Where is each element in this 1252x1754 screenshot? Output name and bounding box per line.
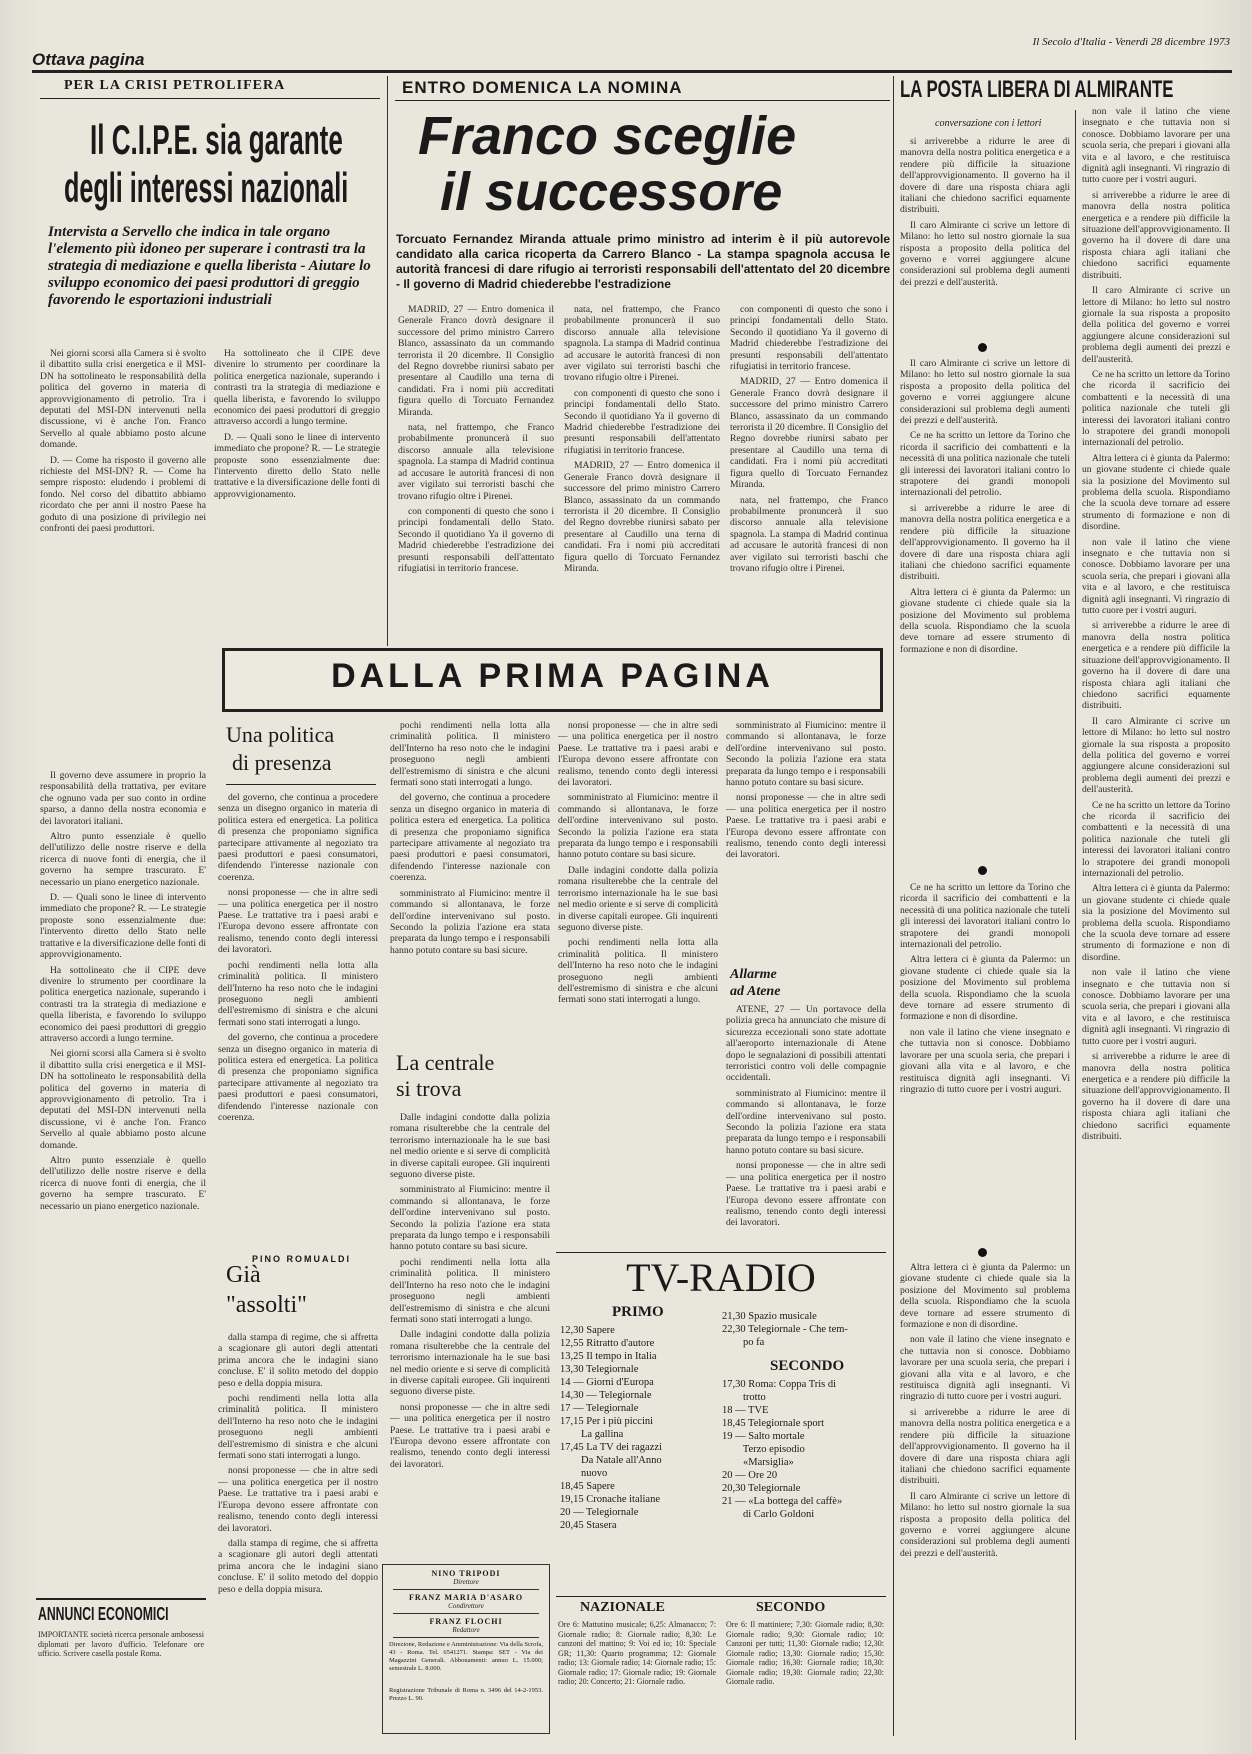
top-rule	[32, 70, 1232, 73]
franco-body-col3	[730, 304, 888, 634]
tv-secondo-heading: SECONDO	[770, 1358, 845, 1374]
cipe-headline-line1: Il C.I.P.E. sia garante	[90, 116, 343, 163]
paragraph: Il governo deve assumere in proprio la responsabilità della trattativa, per evitare che ognuno vada per suo conto in ordine sparso, a danno della nostra economia e dei lavoratori italiani.	[40, 770, 206, 827]
paragraph: nata, nel frattempo, che Franco probabilmente pronuncerà il suo discorso annuale alla televisione spagnola. La stampa di Madrid continua ad accusare le autorità francesi di non aver vigilato sui terroristi baschi che trovano rifugio oltre i Pirenei.	[398, 422, 554, 502]
paragraph: con componenti di questo che sono i principi fondamentali dello Stato. Secondo il quotidiano Ya il governo di Madrid chiederebbe l'estradizione dei presunti responsabili dell'attentato rifugiatisi in territorio francese.	[564, 387, 720, 456]
paragraph: Dalle indagini condotte dalla polizia romana risulterebbe che la centrale del terrorismo internazionale ha le sue basi nel medio oriente e si serve di complicità in diverse capitali europee. Gli inquirenti seguono diverse piste.	[558, 864, 718, 933]
paragraph: dalla stampa di regime, che si affretta a scagionare gli autori degli attentati prima ancora che le indagini siano concluse. E' il solito metodo del doppio peso e della doppia misura.	[218, 1537, 378, 1595]
tv-primo-schedule: 12,30 Sapere 12,55 Ritratto d'autore 13,25 Il tempo in Italia 13,30 Telegiornale 14 — Giorni d'Europa 14,30 — Telegiornale 17 — Telegiornale 17,15 Per i più piccini La gallina 17,45 La TV dei ragazzi Da Natale all'Anno nuovo 18,45 Sapere 19,15 Cronache italiane 20 — Telegiornale 20,45 Stasera	[560, 1325, 662, 1531]
prima-body-colb	[390, 720, 550, 1040]
franco-deck: Torcuato Fernandez Miranda attuale primo ministro ad interim è il più autorevole candidato alla carica ricoperta da Carrero Blanco - La stampa spagnola accusa le autorità francesi di dare rifugio ai terroristi responsabili dell'attentato del 20 dicembre - Il governo di Madrid chiederebbe l'estradizione	[396, 232, 890, 291]
annunci-body: IMPORTANTE società ricerca personale ambosessi diplomati per lavoro d'ufficio. Telefonare ore ufficio. Scrivere casella postale Roma.	[38, 1630, 204, 1658]
cipe-body-col2	[214, 348, 380, 638]
kicker-rule	[40, 98, 380, 99]
masthead-editor-role: Redattore	[452, 1626, 480, 1634]
masthead-director-role: Direttore	[453, 1578, 479, 1586]
paragraph: dalla stampa di regime, che si affretta a scagionare gli autori degli attentati prima ancora che le indagini siano concluse. E' il solito metodo del doppio peso e della doppia misura.	[218, 1332, 378, 1389]
paragraph: somministrato al Fiumicino: mentre il commando si allontanava, le forze dell'ordine intervenivano sul posto. Secondo la polizia l'azione era stata preparata da lungo tempo e i responsabili hanno potuto contare su basi sicure.	[726, 1087, 886, 1156]
paragraph: del governo, che continua a procedere senza un disegno organico in materia di politica estera ed energetica. La politica di presenza che proponiamo significa partecipare attivamente al negoziato tra paesi produttori e paesi consumatori, difendendo l'interesse nazionale con coerenza.	[218, 792, 378, 883]
paragraph: nata, nel frattempo, che Franco probabilmente pronuncerà il suo discorso annuale alla televisione spagnola. La stampa di Madrid continua ad accusare le autorità francesi di non aver vigilato sui terroristi baschi che trovano rifugio oltre i Pirenei.	[564, 304, 720, 384]
paragraph: non vale il latino che viene insegnato e che tuttavia non si conosce. Dobbiamo lavorare per una scuola seria, che prepari i giovani alla vita e al lavoro, e che restituisca dignità agli insegnanti. Vi ringrazio di tutto cuore per i vostri auguri.	[900, 1334, 1070, 1403]
allarme-title-line1: Allarme	[730, 967, 777, 982]
paragraph: si arriverebbe a ridurre le aree di manovra della nostra politica energetica e a rendere più difficile la situazione dell'approvvigionamento. Il governo ha il dovere di dare una risposta chiara agli italiani che chiedono sacrifici equamente distribuiti.	[900, 1406, 1070, 1487]
masthead-vice: FRANZ MARIA D'ASARO	[408, 1593, 524, 1602]
masthead-registration: Registrazione Tribunale di Roma n. 3496 del 14-2-1953. Prezzo L. 90.	[389, 1687, 543, 1702]
radio-rule	[556, 1596, 886, 1597]
paragraph: nonsi proponesse — che in altre sedi — una politica energetica per il nostro Paese. Le trattative tra i paesi arabi e l'Europa devono essere affrontate con realismo, tenendo conto degli interessi dei lavoratori.	[218, 1465, 378, 1534]
paragraph: pochi rendimenti nella lotta alla criminalità politica. Il ministero dell'Interno ha reso noto che le indagini proseguono negli ambienti dell'estremismo di sinistra e che alcuni fermati sono stati interrogati a lungo.	[390, 1256, 550, 1325]
page-folio: Ottava pagina	[32, 50, 145, 69]
radio-secondo-heading: SECONDO	[756, 1600, 826, 1615]
paragraph: Ce ne ha scritto un lettore da Torino che ricorda il sacrificio dei combattenti e la necessità di una politica nazionale che tuteli gli interessi dei lavoratori italiani contro lo strapotere dei grandi monopoli internazionali del petrolio.	[900, 430, 1070, 499]
tv-top-rule	[556, 1252, 886, 1253]
paragraph: del governo, che continua a procedere senza un disegno organico in materia di politica estera ed energetica. La politica di presenza che proponiamo significa partecipare attivamente al negoziato tra paesi produttori e paesi consumatori, difendendo l'interesse nazionale con coerenza.	[390, 792, 550, 884]
paragraph: D. — Quali sono le linee di intervento immediato che propone? R. — Le strategie proposte sono essenzialmente due: l'intervento diretto dello Stato nelle trattative e la diversificazione delle fonti di approvvigionamento.	[40, 892, 206, 961]
franco-body-col1	[398, 304, 554, 634]
prima-body-colc	[558, 720, 718, 1240]
paragraph: pochi rendimenti nella lotta alla criminalità politica. Il ministero dell'Interno ha reso noto che le indagini proseguono negli ambienti dell'estremismo di sinistra e che alcuni fermati sono stati interrogati a lungo.	[558, 937, 718, 1006]
issue-dateline: Il Secolo d'Italia - Venerdì 28 dicembre 1973	[1032, 36, 1230, 48]
paragraph: nonsi proponesse — che in altre sedi — una politica energetica per il nostro Paese. Le trattative tra i paesi arabi e l'Europa devono essere affrontate con realismo, tenendo conto degli interessi dei lavoratori.	[726, 1160, 886, 1229]
paragraph: Il caro Almirante ci scrive un lettore di Milano: ho letto sul nostro giornale la sua risposta a proposito della politica del governo e vorrei aggiungere alcune considerazioni sul problema degli aumenti dei prezzi e dell'austerità.	[900, 1490, 1070, 1559]
posta-subhead: conversazione con i lettori	[935, 118, 1042, 129]
paragraph: del governo, che continua a procedere senza un disegno organico in materia di politica estera ed energetica. La politica di presenza che proponiamo significa partecipare attivamente al negoziato tra paesi produttori e paesi consumatori, difendendo l'interesse nazionale con coerenza.	[218, 1032, 378, 1123]
paragraph: nonsi proponesse — che in altre sedi — una politica energetica per il nostro Paese. Le trattative tra i paesi arabi e l'Europa devono essere affrontate con realismo, tenendo conto degli interessi dei lavoratori.	[218, 887, 378, 956]
paragraph: MADRID, 27 — Entro domenica il Generale Franco dovrà designare il successore del primo ministro Carrero Blanco, assassinato da un commando terrorista il 20 dicembre. Il Consiglio del Regno dovrebbe riunirsi sabato per presentare al Caudillo una terna di candidati. Fra i nomi più accreditati figura quello di Torcuato Fernandez Miranda.	[730, 376, 888, 491]
politica-body	[218, 792, 378, 1252]
paragraph: pochi rendimenti nella lotta alla criminalità politica. Il ministero dell'Interno ha reso noto che le indagini proseguono negli ambienti dell'estremismo di sinistra e che alcuni fermati sono stati interrogati a lungo.	[390, 720, 550, 789]
paragraph: MADRID, 27 — Entro domenica il Generale Franco dovrà designare il successore del primo ministro Carrero Blanco, assassinato da un commando terrorista il 20 dicembre. Il Consiglio del Regno dovrebbe riunirsi sabato per presentare al Caudillo una terna di candidati. Fra i nomi più accreditati figura quello di Torcuato Fernandez Miranda.	[398, 304, 554, 418]
politica-title-line2: di presenza	[232, 750, 332, 775]
paragraph: nata, nel frattempo, che Franco probabilmente pronuncerà il suo discorso annuale alla televisione spagnola. La stampa di Madrid continua ad accusare le autorità francesi di non aver vigilato sui terroristi baschi che trovano rifugio oltre i Pirenei.	[730, 494, 888, 574]
assolti-title-line1: Già	[226, 1262, 261, 1288]
kicker-rule	[395, 100, 890, 101]
paragraph: non vale il latino che viene insegnato e che tuttavia non si conosce. Dobbiamo lavorare per una scuola seria, che prepari i giovani alla vita e al lavoro, e che restituisca dignità agli insegnanti. Vi ringrazio di tutto cuore per i vostri auguri.	[1082, 536, 1230, 617]
paragraph: Altra lettera ci è giunta da Palermo: un giovane studente ci chiede quale sia la posizione del Movimento sul problema della scuola. Rispondiamo che la scuola deve tornare ad essere strumento di formazione e non di disordine.	[900, 954, 1070, 1023]
centrale-title-line1: La centrale	[396, 1050, 495, 1075]
assolti-title-line2: "assolti"	[226, 1292, 307, 1318]
section-bullet	[978, 866, 987, 875]
paragraph: Il caro Almirante ci scrive un lettore di Milano: ho letto sul nostro giornale la sua risposta a proposito della politica del governo e vorrei aggiungere alcune considerazioni sul problema degli aumenti dei prezzi e dell'austerità.	[1082, 285, 1230, 365]
cipe-kicker: PER LA CRISI PETROLIFERA	[64, 78, 286, 93]
paragraph: Altra lettera ci è giunta da Palermo: un giovane studente ci chiede quale sia la posizione del Movimento sul problema della scuola. Rispondiamo che la scuola deve tornare ad essere strumento di formazione e non di disordine.	[900, 586, 1070, 655]
paragraph: somministrato al Fiumicino: mentre il commando si allontanava, le forze dell'ordine intervenivano sul posto. Secondo la polizia l'azione era stata preparata da lungo tempo e i responsabili hanno potuto contare su basi sicure.	[390, 1184, 550, 1253]
franco-body-col2	[564, 304, 720, 634]
masthead-vice-role: Condirettore	[448, 1602, 484, 1610]
paragraph: Altra lettera ci è giunta da Palermo: un giovane studente ci chiede quale sia la posizione del Movimento sul problema della scuola. Rispondiamo che la scuola deve tornare ad essere strumento di formazione e non di disordine.	[1082, 883, 1230, 963]
masthead-print-info: Direzione, Redazione e Amministrazione: Via della Scrofa, 43 - Roma. Tel. 6541271. Stampa: SET - Via dei Magazzini Generali. Abbonamenti: annuo L. 15.000; semestrale L. 8.000.	[389, 1641, 543, 1672]
paragraph: Il caro Almirante ci scrive un lettore di Milano: ho letto sul nostro giornale la sua risposta a proposito della politica del governo e vorrei aggiungere alcune considerazioni sul problema degli aumenti dei prezzi e dell'austerità.	[1082, 715, 1230, 796]
posta-body-col4	[900, 1262, 1070, 1732]
cipe-body-col3	[40, 770, 206, 1590]
posta-headline: LA POSTA LIBERA DI ALMIRANTE	[900, 76, 1174, 103]
paragraph: pochi rendimenti nella lotta alla criminalità politica. Il ministero dell'Interno ha reso noto che le indagini proseguono negli ambienti dell'estremismo di sinistra e che alcuni fermati sono stati interrogati a lungo.	[218, 959, 378, 1028]
author-signature: PINO ROMUALDI	[252, 1254, 351, 1264]
paragraph: Ce ne ha scritto un lettore da Torino che ricorda il sacrificio dei combattenti e la necessità di una politica nazionale che tuteli gli interessi dei lavoratori italiani contro lo strapotere dei grandi monopoli internazionali del petrolio.	[900, 882, 1070, 951]
paragraph: Altra lettera ci è giunta da Palermo: un giovane studente ci chiede quale sia la posizione del Movimento sul problema della scuola. Rispondiamo che la scuola deve tornare ad essere strumento di formazione e non di disordine.	[1082, 452, 1230, 533]
paragraph: nonsi proponesse — che in altre sedi — una politica energetica per il nostro Paese. Le trattative tra i paesi arabi e l'Europa devono essere affrontate con realismo, tenendo conto degli interessi dei lavoratori.	[558, 720, 718, 789]
paragraph: Ce ne ha scritto un lettore da Torino che ricorda il sacrificio dei combattenti e la necessità di una politica nazionale che tuteli gli interessi dei lavoratori italiani contro lo strapotere dei grandi monopoli internazionali del petrolio.	[1082, 368, 1230, 449]
paragraph: con componenti di questo che sono i principi fondamentali dello Stato. Secondo il quotidiano Ya il governo di Madrid chiederebbe l'estradizione dei presunti responsabili dell'attentato rifugiatisi in territorio francese.	[730, 304, 888, 373]
paragraph: pochi rendimenti nella lotta alla criminalità politica. Il ministero dell'Interno ha reso noto che le indagini proseguono negli ambienti dell'estremismo di sinistra e che alcuni fermati sono stati interrogati a lungo.	[218, 1393, 378, 1462]
radio-nazionale-heading: NAZIONALE	[580, 1600, 665, 1615]
tv-radio-title: TV-RADIO	[626, 1255, 816, 1300]
paragraph: Dalle indagini condotte dalla polizia romana risulterebbe che la centrale del terrorismo internazionale ha le sue basi nel medio oriente e si serve di complicità in diverse capitali europee. Gli inquirenti seguono diverse piste.	[390, 1112, 550, 1181]
paragraph: D. — Come ha risposto il governo alle richieste del MSI-DN? R. — Come ha sempre risposto: eludendo i problemi di fondo. Nel corso del dibattito abbiamo ricordato che per anni il nostro Paese ha goduto di una posizione di privilegio nei confronti dei paesi produttori.	[40, 454, 206, 535]
dalla-prima-banner	[222, 648, 883, 712]
assolti-body	[218, 1332, 378, 1732]
paragraph: Altro punto essenziale è quello dell'utilizzo delle nostre riserve e della ricerca di nuove fonti di energia, che il governo ha sempre trascurato. E' necessario un piano energetico nazionale.	[40, 1155, 206, 1212]
prima-body-cold	[726, 720, 886, 960]
paragraph: con componenti di questo che sono i principi fondamentali dello Stato. Secondo il quotidiano Ya il governo di Madrid chiederebbe l'estradizione dei presunti responsabili dell'attentato rifugiatisi in territorio francese.	[398, 505, 554, 574]
centrale-title-line2: si trova	[396, 1076, 462, 1101]
paragraph: si arriverebbe a ridurre le aree di manovra della nostra politica energetica e a rendere più difficile la situazione dell'approvvigionamento. Il governo ha il dovere di dare una risposta chiara agli italiani che chiedono sacrifici equamente distribuiti.	[1082, 1051, 1230, 1142]
paragraph: Nei giorni scorsi alla Camera si è svolto il dibattito sulla crisi energetica e il MSI-DN ha sottolineato le responsabilità della politica del governo in materia di approvvigionamento di petrolio. Tra i deputati del MSI-DN intervenuti nella discussione, vi è anche l'on. Franco Servello al quale abbiamo posto alcune domande.	[40, 1048, 206, 1151]
paragraph: somministrato al Fiumicino: mentre il commando si allontanava, le forze dell'ordine intervenivano sul posto. Secondo la polizia l'azione era stata preparata da lungo tempo e i responsabili hanno potuto contare su basi sicure.	[726, 720, 886, 789]
allarme-title	[730, 966, 780, 1000]
paragraph: Ha sottolineato che il CIPE deve divenire lo strumento per coordinare la politica energetica nazionale, superando i contrasti tra la strategia di mediazione e quella liberista, e favorendo lo sviluppo economico dei paesi produttori di greggio attraverso accordi a lungo termine.	[40, 964, 206, 1044]
allarme-title-line2: ad Atene	[730, 984, 781, 999]
paragraph: Altra lettera ci è giunta da Palermo: un giovane studente ci chiede quale sia la posizione del Movimento sul problema della scuola. Rispondiamo che la scuola deve tornare ad essere strumento di formazione e non di disordine.	[900, 1262, 1070, 1331]
franco-headline-line2: il successore	[440, 162, 783, 222]
masthead-box	[382, 1564, 550, 1734]
allarme-body	[726, 1004, 886, 1240]
radio-nazionale-schedule: Ore 6: Mattutino musicale; 6,25: Almanacco; 7: Giornale radio; 8: Giornale radio; 8,30: Le canzoni del mattino; 9: Voi ed io; 10: Speciale GR; 11,30: Quarto programma; 12: Giornale radio; 13: Giornale radio; 14: Giornale radio; 15: Giornale radio; 17: Giornale radio; 19: Giornale radio; 20: Concerto; 21: Giornale radio.	[558, 1620, 716, 1686]
paragraph: somministrato al Fiumicino: mentre il commando si allontanava, le forze dell'ordine intervenivano sul posto. Secondo la polizia l'azione era stata preparata da lungo tempo e i responsabili hanno potuto contare su basi sicure.	[558, 792, 718, 861]
franco-kicker: ENTRO DOMENICA LA NOMINA	[402, 78, 683, 97]
cipe-deck: Intervista a Servello che indica in tale organo l'elemento più idoneo per superare i contrasti tra la strategia di mediazione e quella liberista - Aiutare lo sviluppo economico dei paesi produttori di greggio favorendo le esportazioni industriali	[48, 224, 371, 308]
masthead-director: NINO TRIPODI	[431, 1569, 501, 1578]
paragraph: MADRID, 27 — Entro domenica il Generale Franco dovrà designare il successore del primo ministro Carrero Blanco, assassinato da un commando terrorista il 20 dicembre. Il Consiglio del Regno dovrebbe riunirsi sabato per presentare al Caudillo una terna di candidati. Fra i nomi più accreditati figura quello di Torcuato Fernandez Miranda.	[564, 460, 720, 574]
paragraph: Dalle indagini condotte dalla polizia romana risulterebbe che la centrale del terrorismo internazionale ha le sue basi nel medio oriente e si serve di complicità in diverse capitali europee. Gli inquirenti seguono diverse piste.	[390, 1329, 550, 1398]
paragraph: si arriverebbe a ridurre le aree di manovra della nostra politica energetica e a rendere più difficile la situazione dell'approvvigionamento. Il governo ha il dovere di dare una risposta chiara agli italiani che chiedono sacrifici equamente distribuiti.	[1082, 620, 1230, 712]
paragraph: Ha sottolineato che il CIPE deve divenire lo strumento per coordinare la politica energetica nazionale, superando i contrasti tra la strategia di mediazione e quella liberista, e favorendo lo sviluppo economico dei paesi produttori di greggio attraverso accordi a lungo termine.	[214, 348, 380, 428]
paragraph: Nei giorni scorsi alla Camera si è svolto il dibattito sulla crisi energetica e il MSI-DN ha sottolineato le responsabilità della politica del governo in materia di approvvigionamento di petrolio. Tra i deputati del MSI-DN intervenuti nella discussione, vi è anche l'on. Franco Servello al quale abbiamo posto alcune domande.	[40, 348, 206, 451]
subhead-rule	[226, 784, 376, 785]
paragraph: non vale il latino che viene insegnato e che tuttavia non si conosce. Dobbiamo lavorare per una scuola seria, che prepari i giovani alla vita e al lavoro, e che restituisca dignità agli insegnanti. Vi ringrazio di tutto cuore per i vostri auguri.	[1082, 106, 1230, 186]
posta-body-col1	[900, 136, 1070, 336]
paragraph: Il caro Almirante ci scrive un lettore di Milano: ho letto sul nostro giornale la sua risposta a proposito della politica del governo e vorrei aggiungere alcune considerazioni sul problema degli aumenti dei prezzi e dell'austerità.	[900, 358, 1070, 427]
section-bullet	[978, 343, 987, 352]
annunci-rule	[36, 1598, 206, 1600]
posta-body-col5	[1082, 106, 1230, 1732]
tv-primo-heading: PRIMO	[612, 1304, 664, 1320]
section-bullet	[978, 1248, 987, 1257]
paragraph: ATENE, 27 — Un portavoce della polizia greca ha annunciato che misure di sicurezza eccezionali sono state adottate all'aeroporto internazionale di Atene dopo le segnalazioni di possibili attentati terroristici contro voli delle compagnie occidentali.	[726, 1004, 886, 1084]
franco-headline-line1: Franco sceglie	[418, 106, 797, 166]
paragraph: si arriverebbe a ridurre le aree di manovra della nostra politica energetica e a rendere più difficile la situazione dell'approvvigionamento. Il governo ha il dovere di dare una risposta chiara agli italiani che chiedono sacrifici equamente distribuiti.	[900, 136, 1070, 216]
posta-body-col2	[900, 358, 1070, 858]
paragraph: non vale il latino che viene insegnato e che tuttavia non si conosce. Dobbiamo lavorare per una scuola seria, che prepari i giovani alla vita e al lavoro, e che restituisca dignità agli insegnanti. Vi ringrazio di tutto cuore per i vostri auguri.	[1082, 967, 1230, 1047]
annunci-title: ANNUNCI ECONOMICI	[38, 1604, 169, 1624]
paragraph: non vale il latino che viene insegnato e che tuttavia non si conosce. Dobbiamo lavorare per una scuola seria, che prepari i giovani alla vita e al lavoro, e che restituisca dignità agli insegnanti. Vi ringrazio di tutto cuore per i vostri auguri.	[900, 1026, 1070, 1095]
paragraph: Il caro Almirante ci scrive un lettore di Milano: ho letto sul nostro giornale la sua risposta a proposito della politica del governo e vorrei aggiungere alcune considerazioni sul problema degli aumenti dei prezzi e dell'austerità.	[900, 219, 1070, 288]
paragraph: D. — Quali sono le linee di intervento immediato che propone? R. — Le strategie proposte sono essenzialmente due: l'intervento diretto dello Stato nelle trattative e la diversificazione delle fonti di approvvigionamento.	[214, 431, 380, 500]
column-rule	[1075, 110, 1076, 1740]
paragraph: si arriverebbe a ridurre le aree di manovra della nostra politica energetica e a rendere più difficile la situazione dell'approvvigionamento. Il governo ha il dovere di dare una risposta chiara agli italiani che chiedono sacrifici equamente distribuiti.	[1082, 189, 1230, 281]
paragraph: Ce ne ha scritto un lettore da Torino che ricorda il sacrificio dei combattenti e la necessità di una politica nazionale che tuteli gli interessi dei lavoratori italiani contro lo strapotere dei grandi monopoli internazionali del petrolio.	[1082, 799, 1230, 879]
paragraph: somministrato al Fiumicino: mentre il commando si allontanava, le forze dell'ordine intervenivano sul posto. Secondo la polizia l'azione era stata preparata da lungo tempo e i responsabili hanno potuto contare su basi sicure.	[390, 887, 550, 956]
posta-body-col3	[900, 882, 1070, 1242]
radio-secondo-schedule: Ore 6: Il mattiniere; 7,30: Giornale radio; 8,30: Giornale radio; 9,30: Giornale radio; 10: Canzoni per tutti; 11,30: Giornale radio; 12,30: Giornale radio; 13,30: Giornale radio; 15,30: Giornale radio; 16,30: Giornale radio; 18,30: Giornale radio; 19,30: Giornale radio; 22,30: Giornale radio.	[726, 1620, 884, 1686]
paragraph: nonsi proponesse — che in altre sedi — una politica energetica per il nostro Paese. Le trattative tra i paesi arabi e l'Europa devono essere affrontate con realismo, tenendo conto degli interessi dei lavoratori.	[726, 792, 886, 861]
cipe-headline-line2: degli interessi nazionali	[64, 164, 349, 211]
banner-title: DALLA PRIMA PAGINA	[331, 657, 774, 695]
cipe-body-col1	[40, 348, 206, 768]
column-rule	[893, 76, 894, 1736]
paragraph: nonsi proponesse — che in altre sedi — una politica energetica per il nostro Paese. Le trattative tra i paesi arabi e l'Europa devono essere affrontate con realismo, tenendo conto degli interessi dei lavoratori.	[390, 1401, 550, 1470]
tv-secondo-schedule: 17,30 Roma: Coppa Tris di trotto 18 — TVE 18,45 Telegiornale sport 19 — Salto mortale Terzo episodio «Marsiglia» 20 — Ore 20 20,30 Telegiornale 21 — «La bottega del caffè» di Carlo Goldoni	[722, 1379, 843, 1520]
politica-title-line1: Una politica	[226, 722, 335, 747]
paragraph: si arriverebbe a ridurre le aree di manovra della nostra politica energetica e a rendere più difficile la situazione dell'approvvigionamento. Il governo ha il dovere di dare una risposta chiara agli italiani che chiedono sacrifici equamente distribuiti.	[900, 502, 1070, 583]
column-rule	[387, 76, 388, 646]
paragraph: Altro punto essenziale è quello dell'utilizzo delle nostre riserve e della ricerca di nuove fonti di energia, che il governo ha sempre trascurato. E' necessario un piano energetico nazionale.	[40, 831, 206, 888]
masthead-editor: FRANZ FLOCHI	[429, 1617, 503, 1626]
tv-primo-schedule-late: 21,30 Spazio musicale 22,30 Telegiornale - Che tem- po fa	[722, 1311, 848, 1348]
